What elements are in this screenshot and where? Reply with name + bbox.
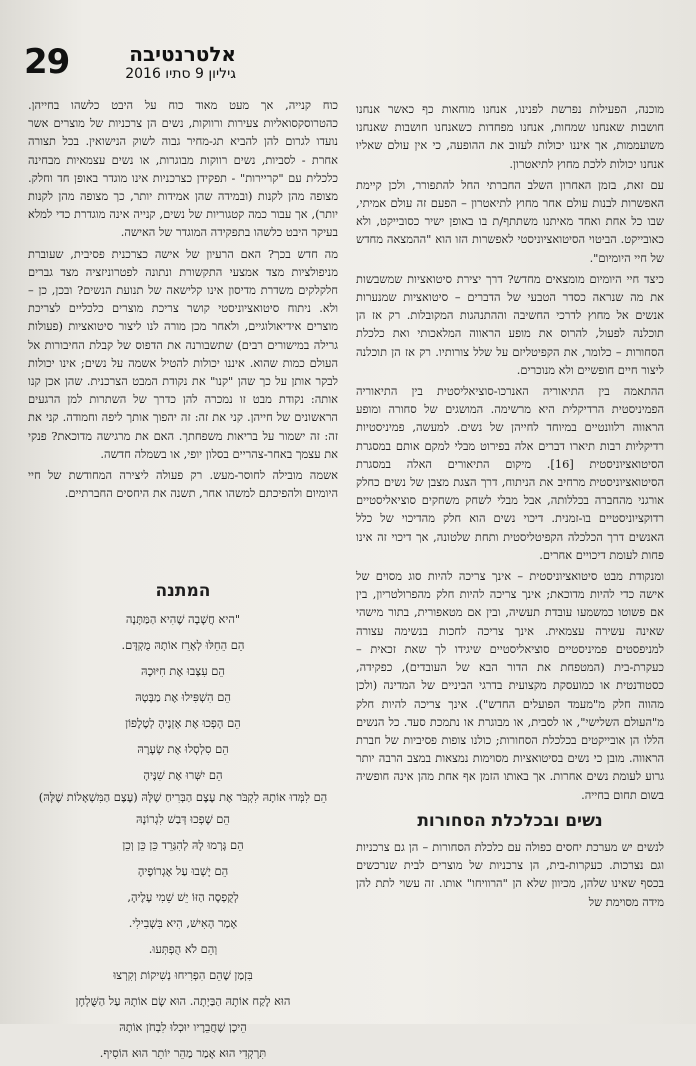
paragraph: עם זאת, בזמן האחרון השלב החברתי החל להתפורר, ולכן קיימת האפשרות לבנות עולם אחר מחוץ לתיאטרון – הפעם זה עולם אמיתי, שבו כל אחת ואחד מאיתנו משתתף/ת בו באופן ישיר כסובייקט, ולא כאובייקט. הביטוי הסיטואציוניסטי לאפשרות הזו הוא "ההמצאה מחדש של חיי היומיום".: [356, 177, 664, 265]
poem-line: לְקֻפְסָה הַזּוֹ יֵשׁ שֵׁמִי עָלֶיהָ,: [127, 890, 239, 904]
poem-line: וְהֵם לֹא הֻפְתְּעוּ.: [148, 942, 218, 956]
section-heading: נשים ובכלכלת הסחורות: [417, 810, 603, 831]
poem-line: הֵם גָּרְמוּ לָהּ לְהִגַּרֵד כֵּן כֵּן וְכֵן: [122, 838, 244, 852]
paragraph: מוכנה, הפעילות נפרשת לפנינו, אנחנו מוחאות כף כאשר אנחנו חושבות שאנחנו שמחות, אנחנו מפחדות כשאנחנו חושבות שאנחנו משועממות, אך איננו יכולות לעזוב את ההופעה, כי אין עולם שאליו אנחנו יכולות ללכת מחוץ לתיאטרון.: [356, 102, 664, 171]
page-number: 29: [24, 42, 70, 82]
poem-line: הֵם לִמְּדוּ אוֹתָהּ לִקְבֹּר אֶת עֶצֶם הַבְּרִיחַ שֶׁלָּהּ (עֶצֶם הַמִּשְׁאָלוֹת שֶׁלָּהּ): [38, 790, 328, 804]
magazine-title: אלטרנטיבה: [129, 42, 236, 66]
poem-block: [28, 578, 338, 1066]
poem-line: הֵם הָפְכוּ אֶת אָזְנֶיהָ לְטֶלֶפוֹן: [125, 716, 241, 730]
poem-line: "היא חֲשָׁבָה שֶׁהִיא הַמַּתָּנָה: [125, 612, 241, 626]
paragraph: ההתאמה בין התיאוריה האנרכו-סוציאליסטית בין התיאוריה הפמיניסטית הרדיקלית היא מרשימה. המושגים של סחורה ומופע הראווה רלוונטיים במיוחד לחייהן של נשים. למעשה, פמיניסטיות רדיקליות רבות תיארו דברים אלה בפירוט מבלי למקם אותם במסגרת הסיטואציוניסטית [16]. מיקום התיאורים האלה במסגרת הסיטואציוניסטית מרחיב את הניתוח, דרך הצגת מצבן של נשים כחלק אורגני מהחברה בכללותה, אבל מבלי לשחק משחקים סוציאליסטיים רדוקציוניסטיים בו-זמנית. דיכוי נשים הוא חלק מהדיכוי של כלל האנשים דרך הכלכלה הקפיטליסטית ותחת שלטונה, אך דיכוי זה אינו פחות לעומת דיכויים אחרים.: [356, 384, 664, 562]
poem-line: אָמַר הָאִישׁ, הִיא בִּשְׁבִילִי.: [128, 916, 238, 930]
paragraph: ומנקודת מבט סיטואציוניסטית – אינך צריכה להיות סוג מסוים של אישה כדי להיות מדוכאת; אינך צריכה להיות חלק מהפרולטריון, בין אם פשוטו כמשמעו עובדת תעשיה, ובין אם מטאפורית, בתור מישהי שאינה עשירה עצמאית. אינך צריכה לחכות בנשימה עצורה למניפסטים פמיניסטיים סוציאליסטיים שיגידו לך שאת זכאית – כעקרת-בית (המטפחת את הדור הבא של העובדים), כפקידה, כסטודנטית או כמועסקת מקצועית בדרגי הביניים של המדינה (ולכן מהווה חלק מ"מעמד הפועלים החדש"). אינך צריכה להיות חלק מ"העולם השלישי", או לסבית, או מבוגרת או נתמכת סעד. כל הנשים הללו הן אובייקטים בכלכלת הסחורות; כולנו צופות פסיביות של חברת הראווה. מובן כי נשים בסיטואציות מסוימות נמצאות במצב הרבה יותר גרוע לעומת נשים אחרות. אך באותו הזמן אף אחת מהן אינה חופשיה בשום תחום בחייה.: [356, 569, 664, 802]
paragraph: מה חדש בכך? האם הרעיון של אישה כצרכנית פסיבית, שעוברת מניפולציות מצד אמצעי התקשורת ונתונה לפטרוניזציה מצד גברים חלקלקים משדרת מדיסון אינו קלישאה של תנועת הנשים? ובכן, כן – ולא. ניתוח סיטואציוניסטי קושר צריכת מוצרים כלכליים לצריכת מוצרים אידיאולוגיים, ולאחר מכן מורה לנו ליצור סיטואציות (פעולות גרילה במישורים רבים) שתשבורנה את הדפוס של קבלת החיבורות אל העולם כמות שהוא. איננו יכולות להטיל אשמה על נשים; אינו יכולות לבקר אותן על כך שהן "קנו" את נקודת המבט הצרכנית. שהן אכן קנו אותה: נקודת מבט זו נמכרה להן כדרך של השתרות למן הרגעים הראשונים של חייהן. קני את זה: זה יהפוך אותך ליפה וחמודה. קני את זה: זה ישמור על בריאות משפחתך. האם את מרגישה מדוכאת? פנקי את עצמך באחר-צהריים בסלון יופי, או בשמלה חדשה.: [28, 246, 338, 461]
poem-title: המתנה: [155, 581, 211, 601]
issue-line: גיליון 9 סתיו 2016: [125, 66, 236, 82]
poem-line: הֵם יָשְׁבוּ עַל אֶגְרוֹפֶיהָ: [137, 864, 229, 878]
poem-line: תִּרְקְדִי הוּא אָמַר מַהֵר יוֹתֵר הוּא הוֹסִיף.: [99, 1046, 267, 1060]
poem-line: הֵם סִלְסְלוּ אֶת שְׂעָרָהּ: [137, 742, 229, 756]
paragraph: כוח קנייה, אך מעט מאוד כוח על היבט כלשהו בחייהן. כהטרוסקסואליות צעירות ורווקות, נשים הן צרכניות של מוצרים אשר נועדו לגרום להן להביא תג-מחיר גבוה לשוק הנישואין. בכל תצורה אחרת - לסביות, נשים רווקות מבוגרות, או נשים עצמאיות מבחינה כלכלית עם "קריירות" - תפקידן כצרכניות אינו מוגדר באופן חד וחלק. מצופה מהן לקנות (ובמידה שהן אמידות יותר, כך מצופה מהן לקנות יותר), אך עבור כמה קטגוריות של נשים, קנייה אינה מוגדרת כדי למלא בעיקר היבט כלשהו בתפקידה המוגדר של האישה.: [28, 98, 338, 240]
poem-line: הֵם הֵחֵלּוּ לְאָרֵז אוֹתָהּ מֻקְדָּם.: [121, 638, 245, 652]
paragraph: כיצד חיי היומיום מומצאים מחדש? דרך יצירת סיטואציות שמשבשות את מה שנראה כסדר הטבעי של הדברים – סיטואציות שמנערות אנשים אל מחוץ לדרכי החשיבה וההתנהגות המקובלות. רק אז הן תוכלנה לפעול, להרוס את מופע הראווה המלאכותי ואת כלכלת הסחורות – כלומר, את הקפיטליזם על שלל צורותיו. רק אז הן תוכלנה ליצור חיים חופשיים ולא מנוכרים.: [356, 271, 664, 377]
paragraph: אשמה מובילה לחוסר-מעש. רק פעולה ליצירה המחודשת של חיי היומיום ולהפיכתם למשהו אחר, תשנה את היחסים החברתיים.: [28, 468, 338, 501]
poem-line: בִּזְמַן שֶׁהֵם הִפְרִיחוּ נְשִׁיקוֹת וְקִרְצוּ: [113, 968, 253, 982]
poem-line: הֵם עִצְּבוּ אֶת חִיּוּכָהּ: [141, 664, 225, 678]
poem-line: הֵם הִשְׁפִּילוּ אֶת מַבָּטָהּ: [135, 690, 231, 704]
left-column: [28, 96, 338, 505]
poem-line: הוּא לָקַח אוֹתָהּ הַבַּיְתָה. הוּא שָׂם אוֹתָהּ עַל הַשֻּׁלְחָן: [75, 994, 291, 1008]
right-column: [356, 100, 664, 914]
page-header: [24, 42, 414, 86]
poem-line: הֵם שָׁפְכוּ דְּבַשׁ לִגְרוֹנָהּ: [136, 812, 230, 826]
poem-line: הֵם יִשְּׁרוּ אֶת שִׁנֶּיהָ: [143, 768, 223, 782]
paragraph: לנשים יש מערכת יחסים כפולה עם כלכלת הסחורות – הן גם צרכניות וגם נצרכות. כעקרות-בית, הן צרכניות של מוצרים לבית שנרכשים בכסף שאינו שלהן, מכיוון שלא הן "הרוויחו" אותו. זה עשוי לתת להן מידה מסוימת של: [356, 839, 664, 909]
poem-line: הֵיכָן שֶׁחֲבֵרָיו יוּכְלוּ לִבְחֹן אוֹתָהּ: [119, 1020, 247, 1034]
